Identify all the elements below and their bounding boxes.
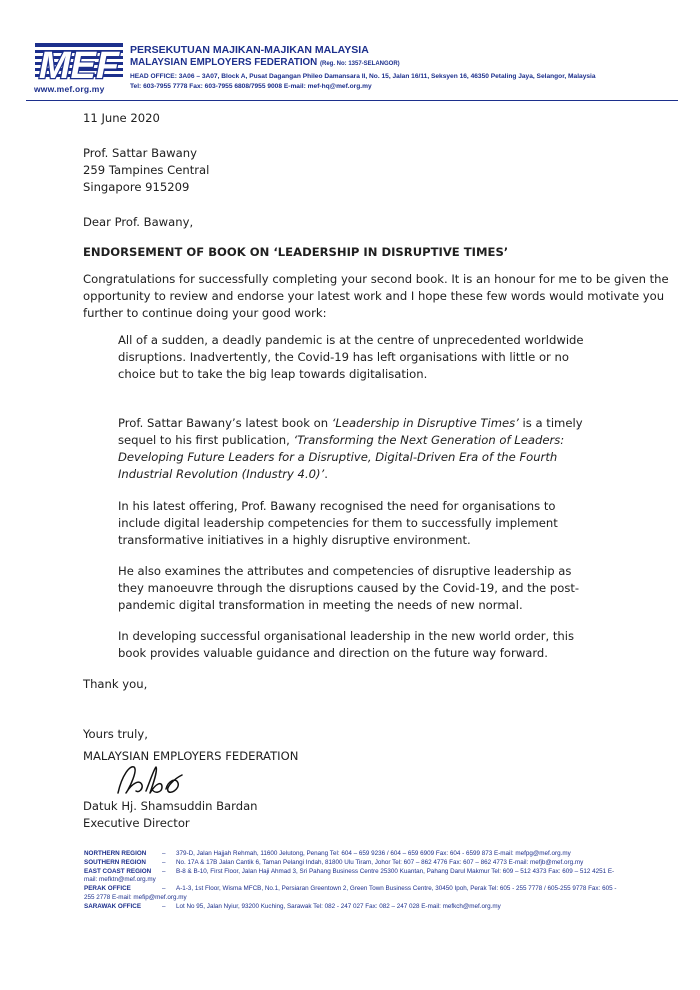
office-name: NORTHERN REGION — [84, 850, 147, 857]
closing: Yours truly, — [83, 727, 148, 741]
book-title: ‘Leadership in Disruptive Times’ — [331, 416, 519, 430]
endorsement-line: book provides valuable guidance and direction on the future way forward. — [118, 646, 548, 660]
org-name-english — [130, 56, 695, 71]
thank-you: Thank you, — [83, 677, 148, 691]
endorsement-paragraph-5 — [118, 628, 638, 662]
office-name: PERAK OFFICE — [84, 885, 131, 893]
intro-line: opportunity to review and endorse your latest work and I hope these few words would motivate you — [83, 289, 665, 303]
endorsement-line — [118, 466, 638, 483]
office-detail-wrap: 255 2778 E-mail: mefip@mef.org.my — [84, 893, 187, 901]
endorsement-paragraph-2 — [118, 415, 638, 483]
endorsement-line: they manoeuvre through the disruptions caused by the Covid-19, and the post- — [118, 581, 580, 595]
endorsement-paragraph-4 — [118, 563, 638, 614]
endorsement-line: All of a sudden, a deadly pandemic is at the centre of unprecedented worldwide — [118, 333, 584, 347]
letter-date: 11 June 2020 — [83, 111, 160, 125]
endorsement-line: In developing successful organisational leadership in the new world order, this — [118, 629, 574, 643]
intro-paragraph — [83, 271, 673, 322]
org-name-english-text: MALAYSIAN EMPLOYERS FEDERATION — [130, 57, 318, 68]
subject-line: ENDORSEMENT OF BOOK ON ‘LEADERSHIP IN DISRUPTIVE TIMES’ — [83, 245, 509, 259]
endorsement-line: transformative initiatives in a highly disruptive environment. — [118, 533, 471, 547]
intro-line: Congratulations for successfully completing your second book. It is an honour for me to be given the — [83, 272, 669, 286]
endorsement-paragraph-3 — [118, 498, 638, 549]
intro-line: further to continue doing your good work: — [83, 306, 327, 320]
signer-title: Executive Director — [83, 816, 190, 830]
first-book-title: ‘Transforming the Next Generation of Leaders: — [293, 433, 565, 447]
website-link: www.mef.org.my — [34, 84, 105, 94]
salutation: Dear Prof. Bawany, — [83, 215, 194, 229]
recipient-line: 259 Tampines Central — [83, 163, 210, 177]
endorsement-line — [118, 432, 638, 449]
office-name: SOUTHERN REGION — [84, 858, 146, 866]
recipient-line: Prof. Sattar Bawany — [83, 146, 197, 160]
office-detail: A-1-3, 1st Floor, Wisma MFCB, No.1, Persiaran Greentown 2, Green Town Business Centre, 30450 Ipoh, Perak Tel: 605 - 255 7778 / 605-255 9778 Fax: 605 - — [176, 885, 617, 893]
registration-number: (Reg. No: 1357-SELANGOR) — [319, 61, 400, 67]
office-row — [84, 903, 624, 912]
first-book-title: Industrial Revolution (Industry 4.0)’ — [118, 467, 325, 481]
office-dash: – — [162, 850, 166, 857]
office-detail: Lot No 95, Jalan Nyiur, 93200 Kuching, Sarawak Tel: 082 - 247 027 Fax: 082 – 247 028 E-mail: mefkch@mef.org.my — [176, 902, 501, 910]
text-run: is a timely — [518, 416, 583, 430]
office-detail: No. 17A & 17B Jalan Cantik 6, Taman Pelangi Indah, 81800 Ulu Tiram, Johor Tel: 607 – 862 4776 Fax: 607 – 862 4773 E-mail: mefjb@mef.org.my — [176, 858, 584, 866]
text-run: . — [324, 467, 328, 481]
logo-text: MEF — [38, 45, 120, 87]
text-run: Prof. Sattar Bawany’s latest book on — [118, 416, 332, 430]
endorsement-line — [118, 415, 638, 432]
head-office-contact: Tel: 603-7955 7778 Fax: 603-7955 6808/7955 9008 E-mail: mef-hq@mef.org.my — [130, 83, 372, 90]
recipient-line: Singapore 915209 — [83, 180, 190, 194]
office-detail: 379-D, Jalan Hajjah Rehmah, 11600 Jelutong, Penang Tel: 604 – 659 9236 / 604 – 659 6909 Fax: 604 - 6599 873 E-mail: mefpg@mef.org.my — [176, 850, 571, 857]
first-book-title: Developing Future Leaders for a Disruptive, Digital-Driven Era of the Fourth — [118, 450, 558, 464]
recipient-address — [83, 145, 209, 196]
office-dash: – — [162, 858, 166, 866]
office-name: EAST COAST REGION — [84, 867, 152, 875]
office-dash: – — [162, 902, 166, 910]
office-row — [84, 850, 624, 859]
office-name: SARAWAK OFFICE — [84, 902, 142, 910]
office-dash: – — [162, 885, 166, 893]
endorsement-line: In his latest offering, Prof. Bawany recognised the need for organisations to — [118, 499, 556, 513]
office-detail: B-8 & B-10, First Floor, Jalan Haji Ahmad 3, Sri Pahang Business Centre 25300 Kuantan, Pahang Darul Makmur Tel: 609 – 512 4373 Fax: 609 – 512 4251 E- — [176, 867, 615, 875]
endorsement-line: include digital leadership competencies for them to successfully implement — [118, 516, 558, 530]
office-row — [84, 868, 624, 877]
signature-organization: MALAYSIAN EMPLOYERS FEDERATION — [83, 749, 299, 763]
office-row — [84, 885, 624, 894]
endorsement-line — [118, 449, 638, 466]
org-name-malay: PERSEKUTUAN MAJIKAN-MAJIKAN MALAYSIA — [130, 44, 369, 56]
text-run: sequel to his first publication, — [118, 433, 294, 447]
office-dash: – — [162, 867, 166, 875]
letterhead-divider — [26, 100, 678, 101]
office-row — [84, 859, 624, 868]
signer-name: Datuk Hj. Shamsuddin Bardan — [83, 799, 258, 813]
endorsement-line: pandemic digital transformation in meeting the needs of new normal. — [118, 598, 523, 612]
endorsement-line: disruptions. Inadvertently, the Covid-19 has left organisations with little or no — [118, 350, 569, 364]
office-detail-wrap: mail: mefktn@mef.org.my — [84, 876, 156, 884]
endorsement-line: choice but to take the big leap towards digitalisation. — [118, 367, 428, 381]
endorsement-paragraph-1 — [118, 332, 638, 383]
endorsement-line: He also examines the attributes and competencies of disruptive leadership as — [118, 564, 572, 578]
regional-offices — [84, 850, 624, 912]
letterhead-text — [130, 44, 695, 92]
handwritten-signature — [112, 761, 192, 801]
head-office-address: HEAD OFFICE: 3A06 – 3A07, Block A, Pusat Dagangan Phileo Damansara II, No. 15, Jalan 16/11, Seksyen 16, 46350 Petaling Jaya, Selangor, Malaysia — [130, 73, 596, 80]
